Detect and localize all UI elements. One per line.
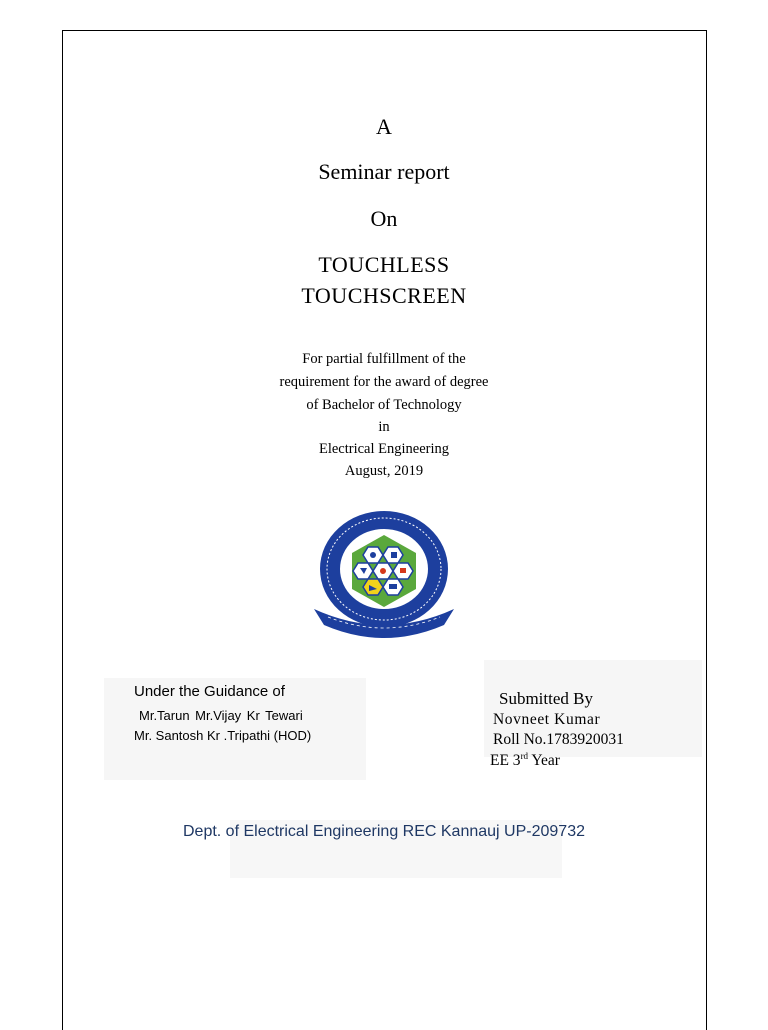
year-suffix: Year [528, 752, 560, 770]
student-year [490, 751, 560, 770]
report-title-line2: TOUCHSCREEN [301, 283, 467, 308]
submitted-by-heading: Submitted By [499, 689, 593, 708]
student-name: Novneet Kumar [493, 711, 601, 728]
college-emblem-logo [304, 505, 464, 645]
purpose-line: For partial fulfillment of the [302, 351, 466, 367]
cover-line-a: A [376, 114, 392, 139]
purpose-line: in [378, 419, 390, 435]
report-date: August, 2019 [344, 463, 424, 479]
year-superscript: rd [520, 751, 529, 761]
cover-line-seminar: Seminar report [318, 159, 450, 184]
guidance-heading: Under the Guidance of [134, 683, 285, 700]
purpose-line: of Bachelor of Technology [306, 397, 462, 413]
guide-names-line1: Mr.Tarun Mr.Vijay Kr Tewari [139, 708, 303, 723]
purpose-line: Electrical Engineering [318, 441, 450, 457]
year-prefix: EE 3 [490, 752, 521, 770]
department-footer: Dept. of Electrical Engineering REC Kannauj UP-209732 [182, 823, 585, 840]
guide-names-line2: Mr. Santosh Kr .Tripathi (HOD) [134, 728, 312, 743]
purpose-line: requirement for the award of degree [279, 374, 489, 390]
report-title-line1: TOUCHLESS [318, 252, 450, 277]
roll-number: Roll No.1783920031 [493, 731, 624, 748]
cover-line-on: On [370, 206, 398, 231]
